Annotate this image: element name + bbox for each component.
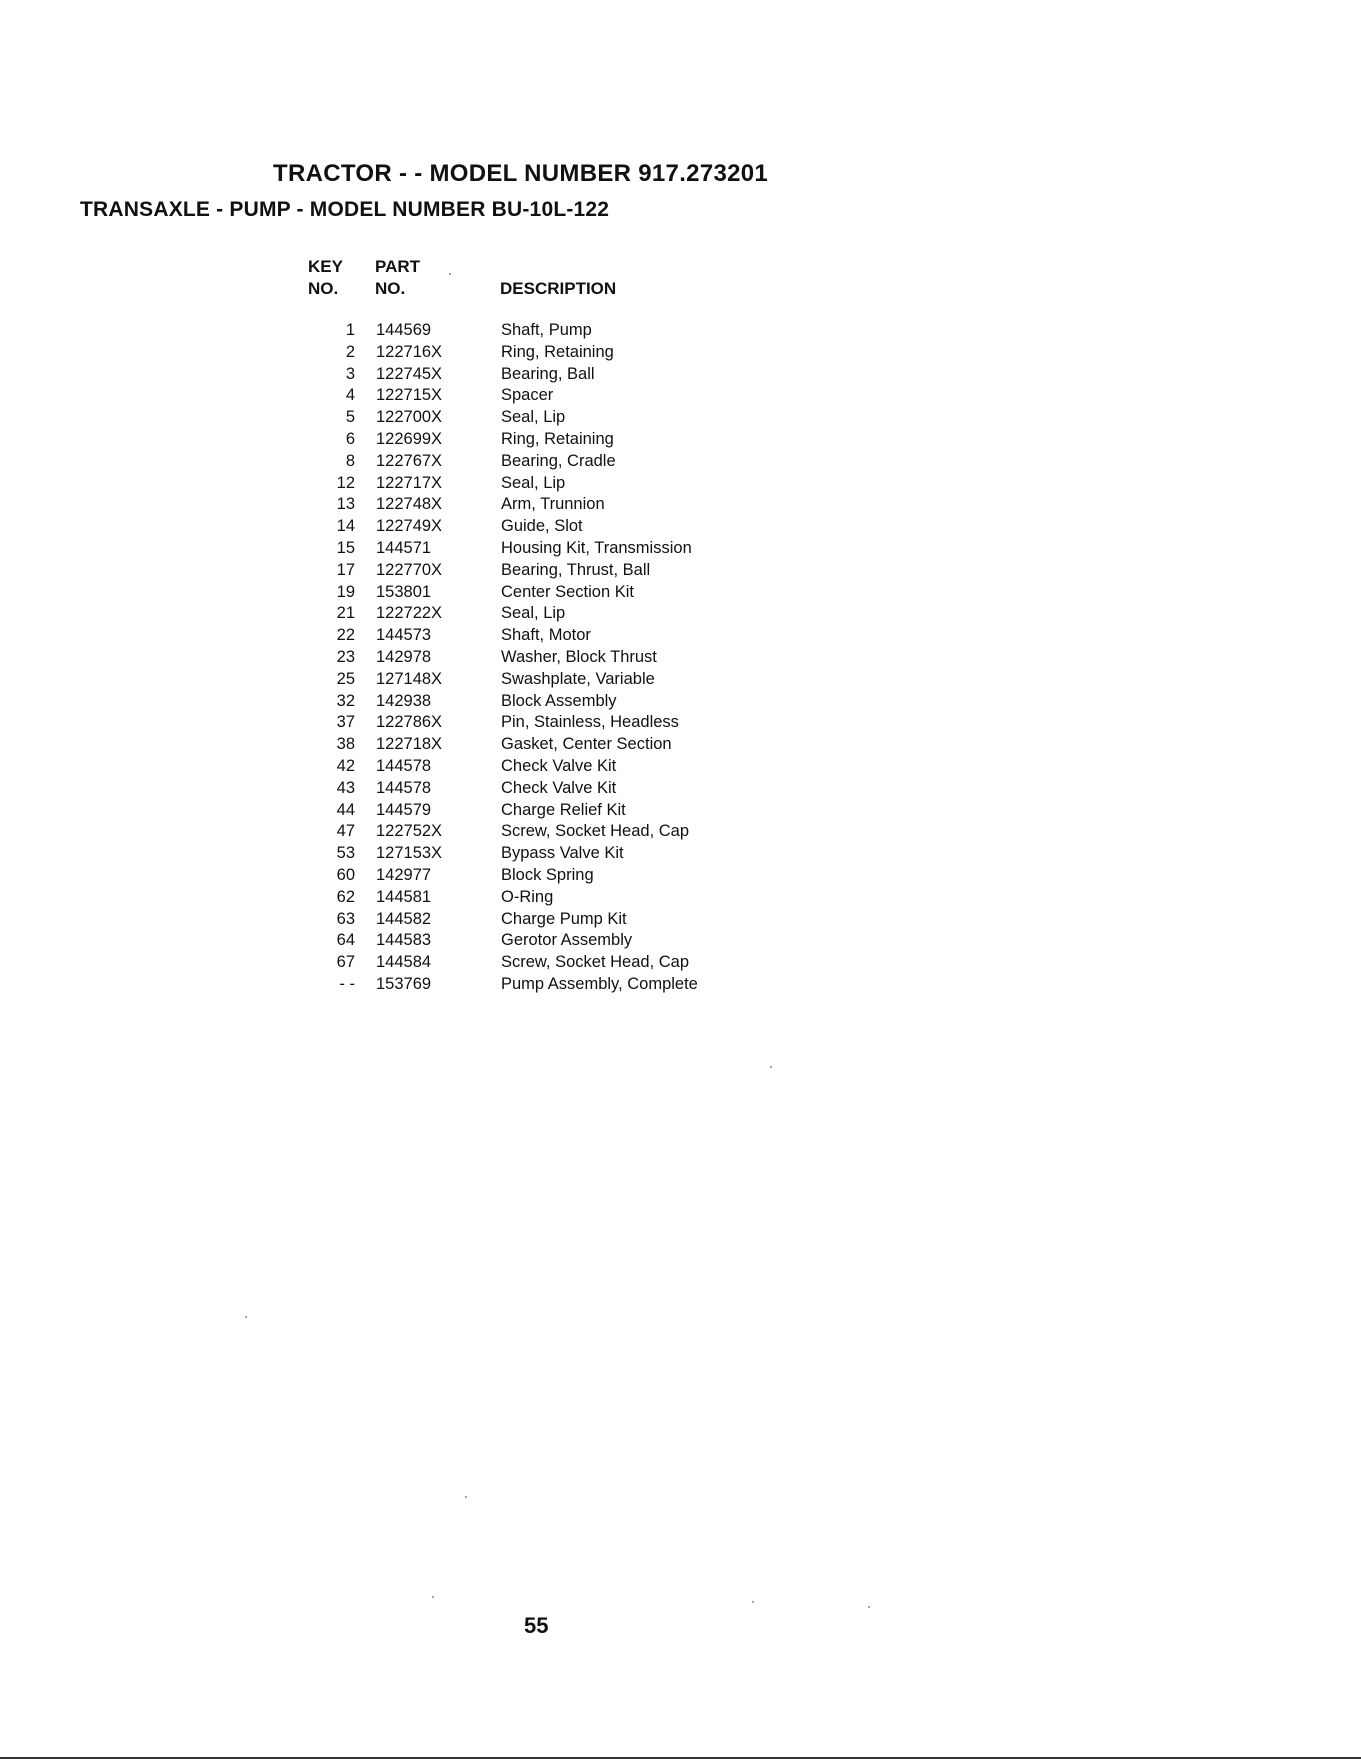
part-description: Seal, Lip <box>501 408 566 427</box>
parts-row <box>300 822 800 844</box>
key-number: 4 <box>345 386 355 405</box>
key-number: 37 <box>336 713 355 732</box>
part-description: Center Section Kit <box>501 582 634 601</box>
key-number: 43 <box>336 778 355 797</box>
part-description: Shaft, Motor <box>501 626 591 645</box>
part-header-line2: NO. <box>375 279 406 298</box>
parts-row <box>300 713 800 735</box>
key-number: 38 <box>336 735 355 754</box>
key-number: 21 <box>336 604 355 623</box>
key-number: 47 <box>336 822 355 841</box>
part-number: 144569 <box>376 321 432 339</box>
part-number: 144578 <box>376 756 432 775</box>
key-number: 64 <box>336 931 355 950</box>
scan-speck <box>432 1596 434 1598</box>
part-number: 142978 <box>376 647 432 666</box>
part-number: 127148X <box>376 669 443 688</box>
key-number: 23 <box>336 647 355 666</box>
key-number: 17 <box>336 560 355 579</box>
part-number: 144578 <box>376 778 432 797</box>
part-description: Pump Assembly, Complete <box>501 974 698 993</box>
part-description: Pin, Stainless, Headless <box>501 713 679 732</box>
key-number: 14 <box>336 517 355 536</box>
part-description: Ring, Retaining <box>501 429 614 448</box>
key-number: 60 <box>336 865 355 884</box>
part-number: 122786X <box>376 713 443 732</box>
key-header-line2: NO. <box>308 279 339 298</box>
key-number: 67 <box>336 953 355 972</box>
part-description: Ring, Retaining <box>501 342 614 361</box>
scan-speck <box>868 1606 870 1608</box>
parts-row <box>300 801 800 823</box>
parts-row <box>300 452 800 474</box>
part-header-line1: PART <box>375 257 421 276</box>
part-number: 122718X <box>376 735 443 754</box>
part-description: Bearing, Ball <box>501 364 595 383</box>
parts-row <box>300 975 800 997</box>
part-number: 144583 <box>376 931 432 950</box>
key-number: - - <box>339 974 355 993</box>
scan-speck <box>449 273 451 275</box>
part-no-header <box>375 256 420 300</box>
part-description: Seal, Lip <box>501 604 566 623</box>
part-description: Block Spring <box>501 865 594 884</box>
parts-row <box>300 539 800 561</box>
parts-row <box>300 648 800 670</box>
parts-row <box>300 735 800 757</box>
parts-row <box>300 779 800 801</box>
scan-speck <box>245 1316 247 1318</box>
part-description: Screw, Socket Head, Cap <box>501 822 690 841</box>
part-number: 144582 <box>376 909 432 928</box>
key-number: 62 <box>336 887 355 906</box>
page-title-transaxle: TRANSAXLE - PUMP - MODEL NUMBER BU-10L-122 <box>80 198 610 221</box>
parts-row <box>300 583 800 605</box>
part-description: Swashplate, Variable <box>501 669 655 688</box>
part-description: Bearing, Thrust, Ball <box>501 560 651 579</box>
part-description: Guide, Slot <box>501 517 583 536</box>
parts-row <box>300 604 800 626</box>
part-description: Washer, Block Thrust <box>501 647 657 666</box>
part-description: Check Valve Kit <box>501 756 617 775</box>
part-description: Block Assembly <box>501 691 617 710</box>
key-number: 6 <box>345 429 355 448</box>
key-number: 19 <box>336 582 355 601</box>
key-number: 13 <box>336 495 355 514</box>
key-number: 44 <box>336 800 355 819</box>
part-number: 122722X <box>376 604 443 623</box>
part-number: 144584 <box>376 953 432 972</box>
part-description: Seal, Lip <box>501 473 566 492</box>
part-number: 144581 <box>376 887 432 906</box>
parts-row <box>300 561 800 583</box>
parts-row <box>300 692 800 714</box>
parts-row <box>300 365 800 387</box>
key-number: 22 <box>336 626 355 645</box>
parts-row <box>300 430 800 452</box>
part-description: Gerotor Assembly <box>501 931 633 950</box>
key-header-line1: KEY <box>308 257 343 276</box>
parts-row <box>300 757 800 779</box>
part-number: 153801 <box>376 582 432 601</box>
key-number: 3 <box>345 364 355 383</box>
part-number: 122700X <box>376 408 443 427</box>
part-number: 122716X <box>376 342 443 361</box>
parts-row <box>300 495 800 517</box>
parts-list <box>300 321 800 997</box>
part-number: 142977 <box>376 865 432 884</box>
key-number: 53 <box>336 844 355 863</box>
key-number: 63 <box>336 909 355 928</box>
part-description: Housing Kit, Transmission <box>501 538 692 557</box>
parts-row <box>300 866 800 888</box>
parts-row <box>300 953 800 975</box>
bottom-rule <box>0 1757 1361 1759</box>
description-header: DESCRIPTION <box>500 279 617 298</box>
part-description: Arm, Trunnion <box>501 495 605 514</box>
part-number: 122748X <box>376 495 443 514</box>
scan-speck <box>465 1496 467 1498</box>
parts-row <box>300 343 800 365</box>
parts-row <box>300 321 800 343</box>
key-number: 1 <box>345 321 355 339</box>
key-number: 2 <box>345 342 355 361</box>
part-number: 144571 <box>376 538 432 557</box>
parts-row <box>300 517 800 539</box>
parts-row <box>300 844 800 866</box>
key-number: 15 <box>336 538 355 557</box>
part-description: Bypass Valve Kit <box>501 844 624 863</box>
parts-row <box>300 626 800 648</box>
parts-row <box>300 670 800 692</box>
key-number: 8 <box>345 451 355 470</box>
part-number: 122699X <box>376 429 443 448</box>
part-number: 122770X <box>376 560 443 579</box>
part-description: Bearing, Cradle <box>501 451 616 470</box>
part-description: Charge Pump Kit <box>501 909 627 928</box>
parts-row <box>300 888 800 910</box>
part-number: 122749X <box>376 517 443 536</box>
key-no-header <box>308 256 343 300</box>
part-description: Shaft, Pump <box>501 321 592 339</box>
part-number: 122767X <box>376 451 443 470</box>
page-number: 55 <box>524 1613 549 1638</box>
key-number: 42 <box>336 756 355 775</box>
part-number: 142938 <box>376 691 432 710</box>
key-number: 12 <box>336 473 355 492</box>
part-description: Charge Relief Kit <box>501 800 626 819</box>
part-description: Screw, Socket Head, Cap <box>501 953 690 972</box>
part-number: 144573 <box>376 626 432 645</box>
part-description: Spacer <box>501 386 554 405</box>
part-number: 122745X <box>376 364 443 383</box>
part-number: 122752X <box>376 822 443 841</box>
key-number: 5 <box>345 408 355 427</box>
parts-row <box>300 386 800 408</box>
part-number: 122715X <box>376 386 443 405</box>
parts-row <box>300 408 800 430</box>
part-description: Check Valve Kit <box>501 778 617 797</box>
key-number: 25 <box>336 669 355 688</box>
key-number: 32 <box>336 691 355 710</box>
page-title-tractor: TRACTOR - - MODEL NUMBER 917.273201 <box>273 160 769 187</box>
parts-row <box>300 910 800 932</box>
part-number: 153769 <box>376 974 432 993</box>
scan-speck <box>752 1601 754 1603</box>
parts-row <box>300 931 800 953</box>
part-description: O-Ring <box>501 887 554 906</box>
scan-speck <box>770 1066 772 1068</box>
part-number: 144579 <box>376 800 432 819</box>
part-number: 127153X <box>376 844 443 863</box>
part-description: Gasket, Center Section <box>501 735 672 754</box>
part-number: 122717X <box>376 473 443 492</box>
parts-row <box>300 474 800 496</box>
